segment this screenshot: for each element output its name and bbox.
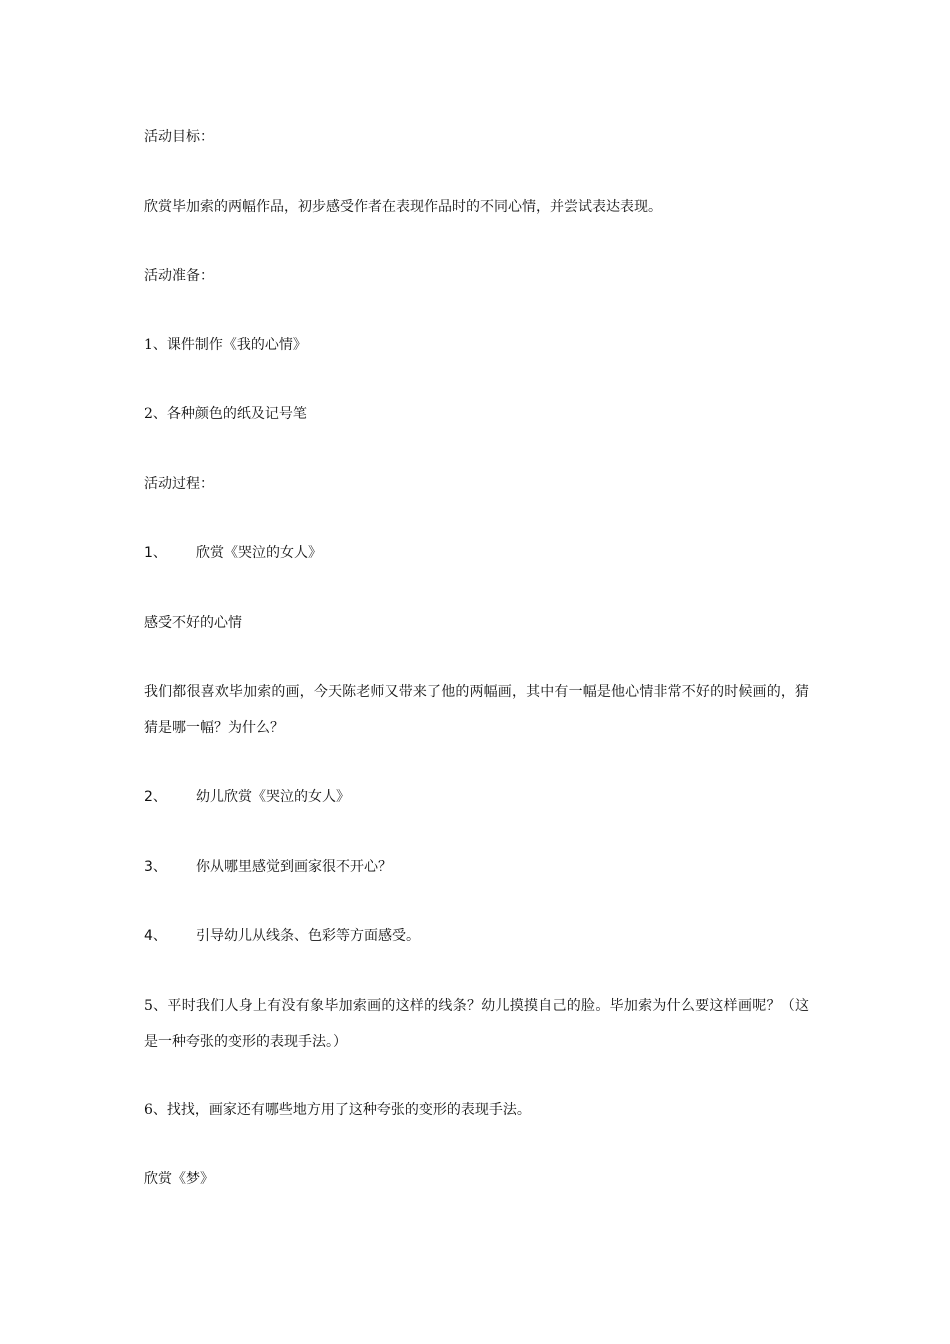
intro-paragraph: 我们都很喜欢毕加索的画，今天陈老师又带来了他的两幅画，其中有一幅是他心情非常不好的时候画的，猜猜是哪一幅？为什么？ <box>144 684 809 736</box>
goal-text: 欣赏毕加索的两幅作品，初步感受作者在表现作品时的不同心情，并尝试表达表现。 <box>144 199 662 215</box>
step-4-text: 引导幼儿从线条、色彩等方面感受。 <box>196 928 420 944</box>
prep-heading: 活动准备： <box>144 268 214 284</box>
step-2-number: 2、 <box>144 789 167 805</box>
step-1-number: 1、 <box>144 545 167 561</box>
step-4 <box>144 919 809 953</box>
step-2 <box>144 780 809 814</box>
step-3-text: 你从哪里感觉到画家很不开心？ <box>196 859 392 875</box>
step-4-number: 4、 <box>144 928 167 944</box>
step-6-text: 6、找找，画家还有哪些地方用了这种夸张的变形的表现手法。 <box>144 1102 531 1118</box>
step-5-paragraph: 5、平时我们人身上有没有象毕加索画的这样的线条？幼儿摸摸自己的脸。毕加索为什么要这样画呢？（这是一种夸张的变形的表现手法。） <box>144 998 809 1050</box>
step-1-text: 欣赏《哭泣的女人》 <box>196 545 322 561</box>
prep-item-2: 2、各种颜色的纸及记号笔 <box>144 406 307 422</box>
process-heading: 活动过程： <box>144 476 214 492</box>
step-3-number: 3、 <box>144 859 167 875</box>
dream-text: 欣赏《梦》 <box>144 1171 214 1187</box>
step-2-text: 幼儿欣赏《哭泣的女人》 <box>196 789 350 805</box>
goal-heading: 活动目标： <box>144 129 214 145</box>
prep-item-1: 1、课件制作《我的心情》 <box>144 337 307 353</box>
step-1 <box>144 536 809 570</box>
step-3 <box>144 850 809 884</box>
feeling-text: 感受不好的心情 <box>144 615 242 631</box>
